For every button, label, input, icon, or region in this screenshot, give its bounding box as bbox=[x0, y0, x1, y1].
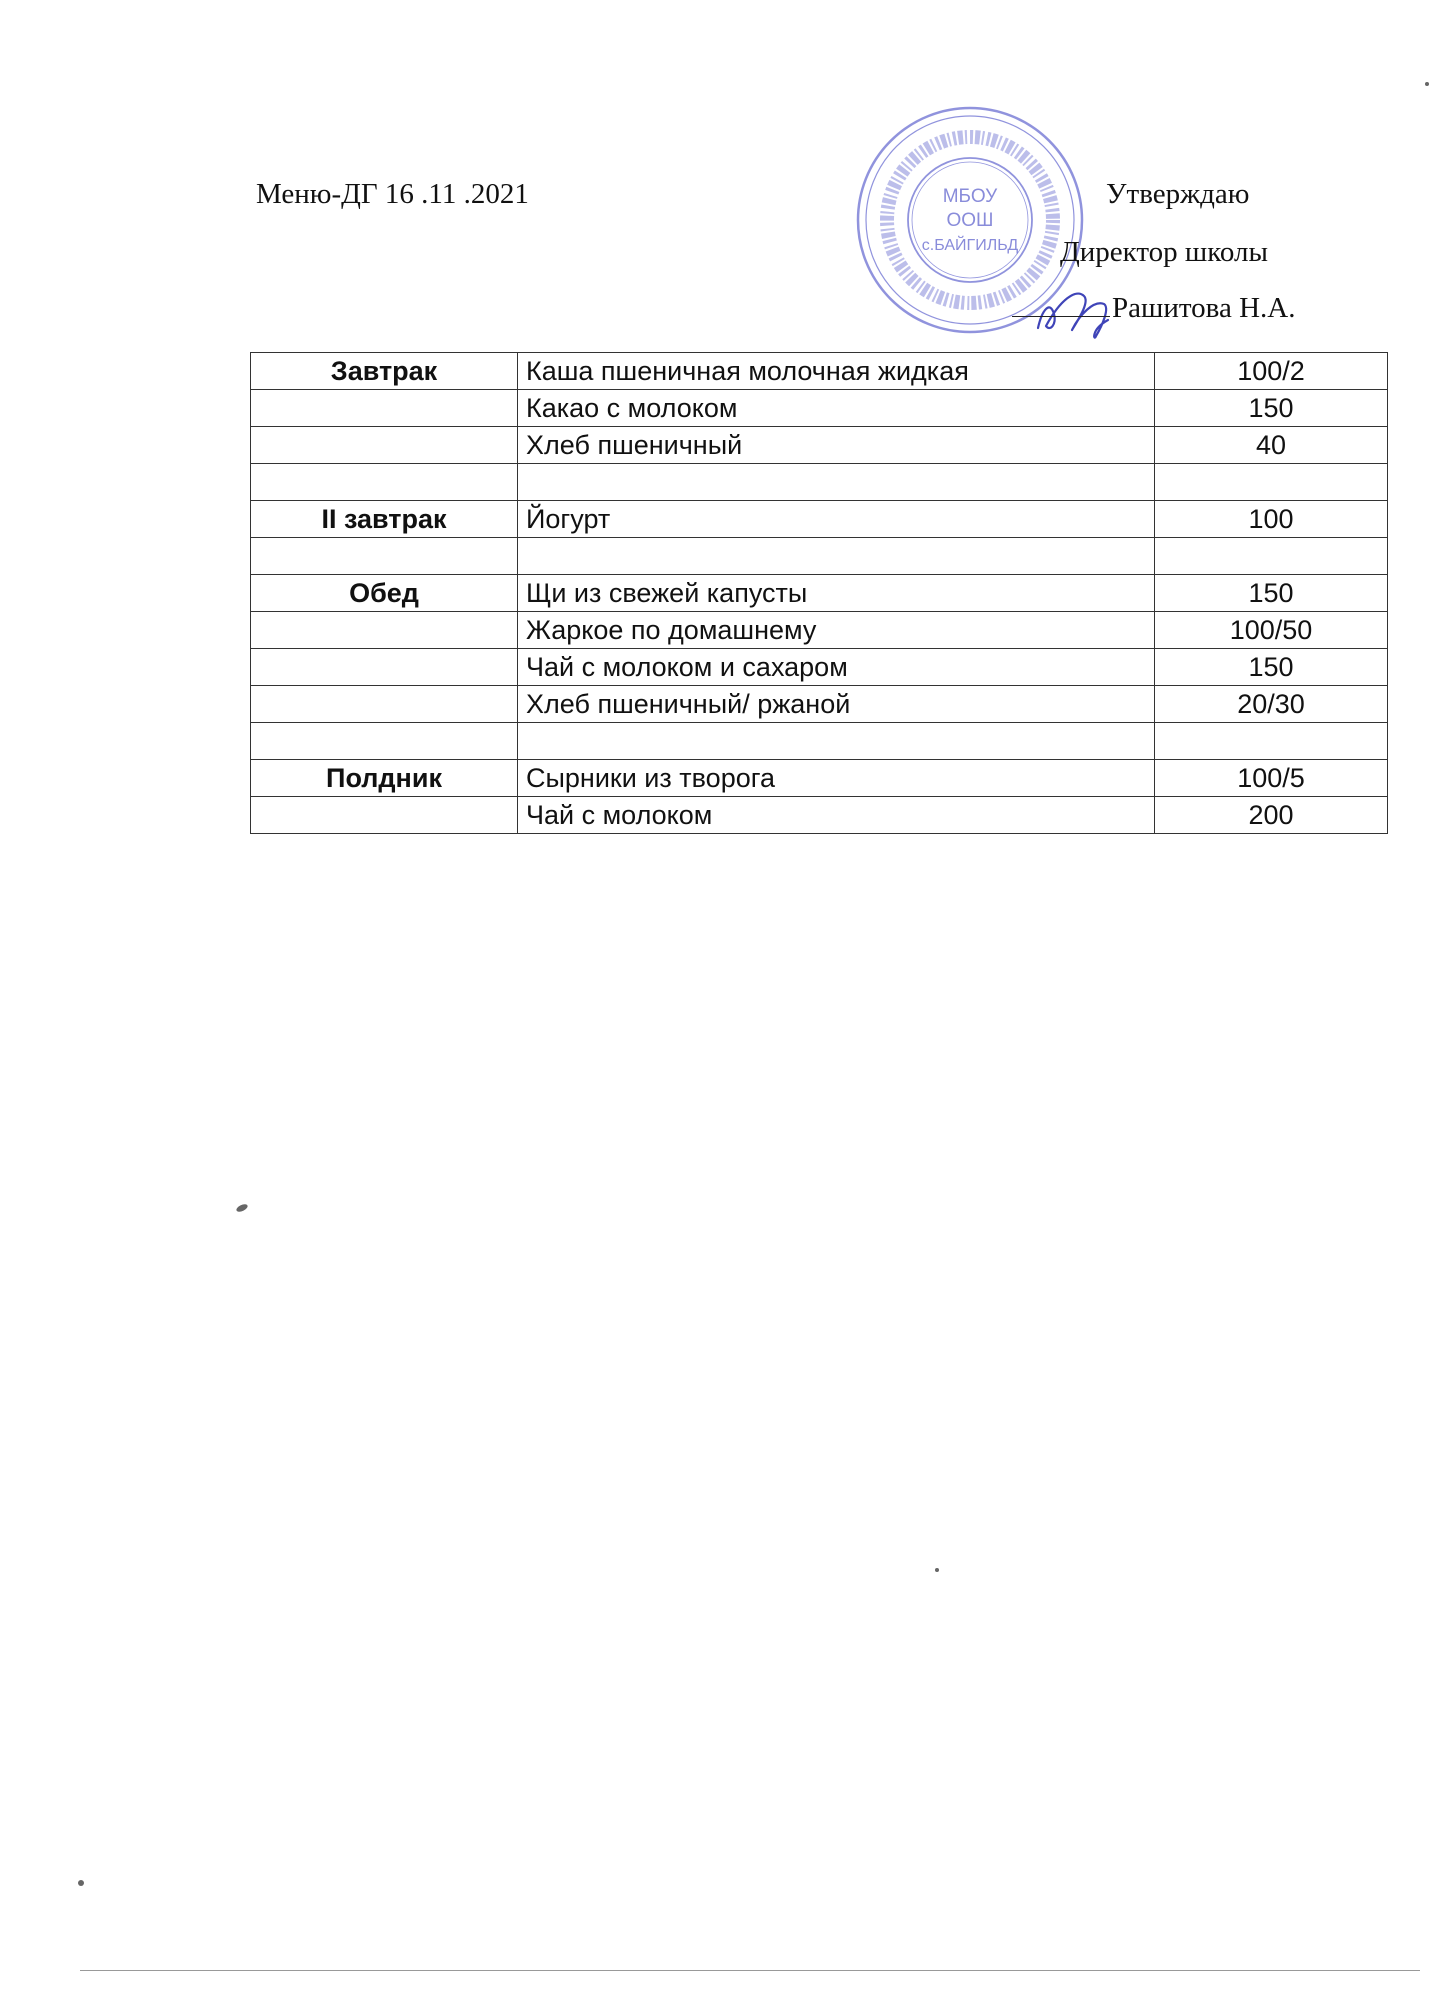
dish-cell: Какао с молоком bbox=[518, 390, 1155, 427]
portion-cell: 100/5 bbox=[1155, 760, 1388, 797]
meal-cell bbox=[251, 390, 518, 427]
director-position: Директор школы bbox=[1060, 236, 1268, 268]
meal-cell bbox=[251, 538, 518, 575]
portion-cell: 150 bbox=[1155, 575, 1388, 612]
dish-cell: Чай с молоком bbox=[518, 797, 1155, 834]
meal-cell bbox=[251, 797, 518, 834]
menu-row bbox=[251, 686, 1388, 723]
scan-speck bbox=[78, 1880, 84, 1886]
menu-row bbox=[251, 723, 1388, 760]
menu-row bbox=[251, 390, 1388, 427]
dish-cell: Хлеб пшеничный bbox=[518, 427, 1155, 464]
menu-row bbox=[251, 353, 1388, 390]
menu-row bbox=[251, 649, 1388, 686]
meal-cell bbox=[251, 723, 518, 760]
dish-cell: Сырники из творога bbox=[518, 760, 1155, 797]
dish-cell bbox=[518, 723, 1155, 760]
scan-speck bbox=[1425, 82, 1429, 86]
dish-cell: Жаркое по домашнему bbox=[518, 612, 1155, 649]
menu-row bbox=[251, 427, 1388, 464]
scan-speck bbox=[935, 1568, 939, 1572]
dish-cell: Йогурт bbox=[518, 501, 1155, 538]
meal-cell: Завтрак bbox=[251, 353, 518, 390]
menu-table bbox=[250, 352, 1388, 834]
portion-cell bbox=[1155, 723, 1388, 760]
scan-speck bbox=[235, 1203, 248, 1214]
portion-cell: 100/2 bbox=[1155, 353, 1388, 390]
dish-cell: Щи из свежей капусты bbox=[518, 575, 1155, 612]
menu-title: Меню-ДГ 16 .11 .2021 bbox=[256, 178, 529, 210]
director-signature-line bbox=[1012, 292, 1295, 325]
portion-cell: 200 bbox=[1155, 797, 1388, 834]
stamp-line-3: с.БАЙГИЛЬД bbox=[921, 237, 1019, 254]
menu-table-body bbox=[251, 353, 1388, 834]
dish-cell bbox=[518, 464, 1155, 501]
meal-cell: Полдник bbox=[251, 760, 518, 797]
meal-cell: II завтрак bbox=[251, 501, 518, 538]
portion-cell: 150 bbox=[1155, 390, 1388, 427]
director-name: Рашитова Н.А. bbox=[1112, 292, 1296, 324]
menu-row bbox=[251, 797, 1388, 834]
portion-cell: 150 bbox=[1155, 649, 1388, 686]
dish-cell: Хлеб пшеничный/ ржаной bbox=[518, 686, 1155, 723]
approve-label: Утверждаю bbox=[1106, 178, 1250, 210]
portion-cell: 100 bbox=[1155, 501, 1388, 538]
scan-bottom-edge bbox=[80, 1970, 1420, 1971]
menu-row bbox=[251, 538, 1388, 575]
menu-row bbox=[251, 760, 1388, 797]
menu-row bbox=[251, 575, 1388, 612]
meal-cell: Обед bbox=[251, 575, 518, 612]
portion-cell: 100/50 bbox=[1155, 612, 1388, 649]
menu-row bbox=[251, 501, 1388, 538]
portion-cell bbox=[1155, 464, 1388, 501]
meal-cell bbox=[251, 612, 518, 649]
meal-cell bbox=[251, 427, 518, 464]
stamp-line-1: МБОУ bbox=[942, 186, 998, 207]
dish-cell: Каша пшеничная молочная жидкая bbox=[518, 353, 1155, 390]
menu-row bbox=[251, 464, 1388, 501]
meal-cell bbox=[251, 649, 518, 686]
meal-cell bbox=[251, 464, 518, 501]
dish-cell bbox=[518, 538, 1155, 575]
dish-cell: Чай с молоком и сахаром bbox=[518, 649, 1155, 686]
meal-cell bbox=[251, 686, 518, 723]
portion-cell: 40 bbox=[1155, 427, 1388, 464]
portion-cell bbox=[1155, 538, 1388, 575]
portion-cell: 20/30 bbox=[1155, 686, 1388, 723]
signature-underline bbox=[1012, 316, 1110, 317]
menu-row bbox=[251, 612, 1388, 649]
stamp-line-2: ООШ bbox=[946, 210, 994, 231]
